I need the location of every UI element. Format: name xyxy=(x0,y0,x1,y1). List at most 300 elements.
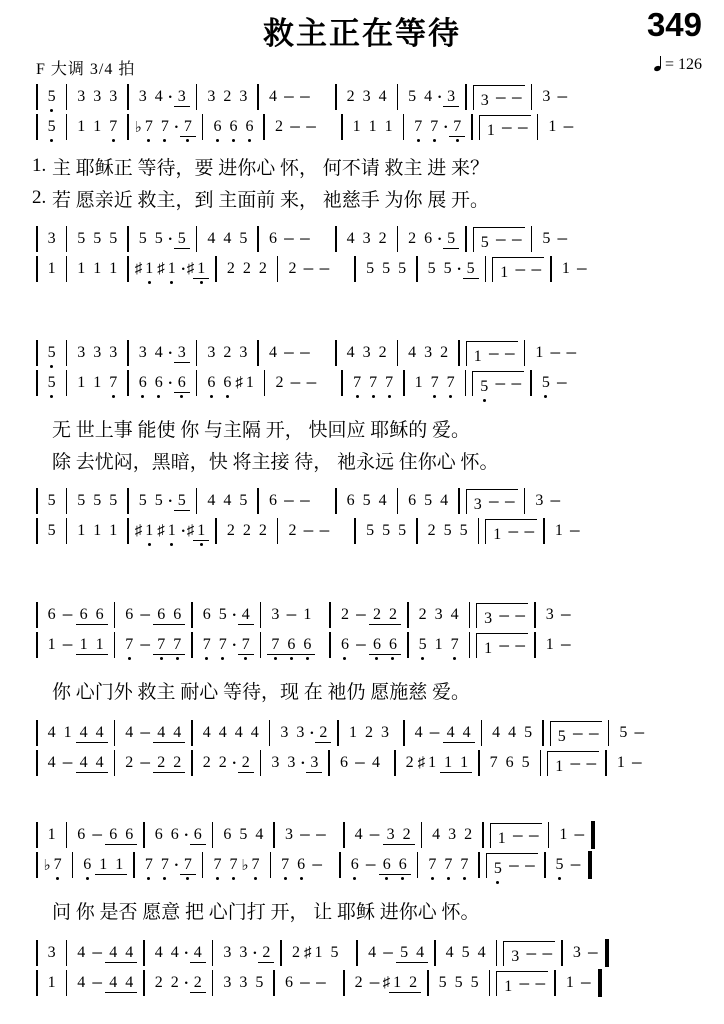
note: 3 xyxy=(223,944,232,961)
note: 7 xyxy=(157,118,173,136)
note: 1 xyxy=(245,374,254,391)
note: 3 xyxy=(174,344,190,363)
note: 4 xyxy=(223,492,232,509)
volta-bracket-1b: 1 − − xyxy=(479,115,531,140)
note: 7 xyxy=(180,118,196,137)
note: 2 xyxy=(378,230,387,247)
note: 5 xyxy=(174,492,190,511)
note: 2 xyxy=(153,754,169,773)
note: 7 xyxy=(121,636,137,654)
note: 6 xyxy=(379,856,395,875)
note: 7 xyxy=(225,856,241,874)
note: 2 xyxy=(378,344,387,361)
note: 6 xyxy=(169,606,185,625)
note: 2 xyxy=(340,606,349,623)
note: 5 xyxy=(44,374,60,392)
note: 2 xyxy=(226,522,235,539)
note: 1 xyxy=(77,522,86,539)
note: 2 xyxy=(258,260,267,277)
note: 1 xyxy=(486,121,495,139)
final-barline-3 xyxy=(605,939,609,967)
note: 1 xyxy=(414,374,423,391)
volta-bracket-4: 1 − − xyxy=(490,823,542,848)
note: 5 xyxy=(443,230,459,249)
note: 5 xyxy=(454,974,463,991)
note: 1 xyxy=(535,344,544,361)
note: 6 xyxy=(79,856,95,874)
note: 4 xyxy=(76,754,92,773)
note: 4 xyxy=(125,724,134,741)
note: 3 xyxy=(207,344,216,361)
system-2 xyxy=(30,338,694,546)
note: 5 xyxy=(415,636,431,654)
note: 2 xyxy=(464,826,473,843)
note: 3 xyxy=(93,344,102,361)
note: 4 xyxy=(346,230,355,247)
note: 5 xyxy=(619,724,628,741)
note: 7 xyxy=(267,636,283,655)
note: 6 xyxy=(346,492,355,509)
note: 4 xyxy=(477,944,486,961)
note: 5 xyxy=(239,492,248,509)
note: 2 xyxy=(354,974,363,991)
note: 2 xyxy=(226,260,235,277)
note: 7 xyxy=(449,118,465,137)
note: 4 xyxy=(459,724,475,743)
page-title: 救主正在等待 xyxy=(263,16,461,51)
note: 1 xyxy=(303,606,312,623)
note: 6 xyxy=(369,636,385,655)
note: 7 xyxy=(424,856,440,874)
note: 5 xyxy=(138,230,147,247)
note: 7 xyxy=(238,636,254,655)
note: 2 xyxy=(170,974,179,991)
note: 5 xyxy=(218,606,227,623)
note: 5 xyxy=(44,344,60,362)
staff-line-melody-3: 6 − 6 6 6 − 6 6 6 5 · 4 3 − 1 2 − 2 2 2 3 4 3 − − 3 − xyxy=(30,600,694,630)
note: 5 xyxy=(524,724,533,741)
note: 1 xyxy=(47,826,56,843)
note: 3 xyxy=(572,944,581,961)
note: 1 xyxy=(314,944,323,961)
note: 1 xyxy=(559,826,568,843)
note: 4 xyxy=(424,88,433,105)
note: 5 xyxy=(480,233,489,251)
system-3 xyxy=(30,600,694,778)
note: 7 xyxy=(426,118,442,136)
note: 6 xyxy=(92,606,108,625)
note: 4 xyxy=(346,344,355,361)
note: 5 xyxy=(542,230,551,247)
note: 4 xyxy=(450,606,459,623)
note: 5 xyxy=(459,522,468,539)
note: 7 xyxy=(209,856,225,874)
final-barline-2 xyxy=(588,851,592,879)
note: 3 xyxy=(434,606,443,623)
note: 3 xyxy=(511,947,520,965)
note: 3 xyxy=(47,230,56,247)
note: 1 xyxy=(616,754,625,771)
volta-bracket-1c: 5 − − xyxy=(473,227,525,252)
note: 6 xyxy=(154,826,163,843)
note: 5 xyxy=(362,492,371,509)
note: 2 xyxy=(440,344,449,361)
note: 1 xyxy=(368,118,377,135)
note: 2 xyxy=(223,344,232,361)
note: 7 xyxy=(50,856,66,874)
note: 6 xyxy=(268,230,277,247)
note: 1 xyxy=(565,974,574,991)
note: 1 xyxy=(93,522,102,539)
note: 6 xyxy=(283,636,299,655)
note: 3 xyxy=(535,492,544,509)
system-4 xyxy=(30,820,694,998)
staff-line-harmony-1d: 1 1 1 1 ♯ 1 ♯ 1 · ♯ 1 2 2 2 2 − − 5 5 5 5 5 · 5 1 − − 1 − xyxy=(30,254,694,284)
note: 5 xyxy=(138,492,147,509)
note: 3 xyxy=(484,609,493,627)
note: 4 xyxy=(250,724,259,741)
lyric-line-3: 你 心门外 救主 耐心 等待，现 在 祂仍 愿施慈 爱。 xyxy=(52,681,471,703)
staff-line-melody-2: 5 3 3 3 3 4 · 3 3 2 3 4 − − 4 3 2 4 3 2 1 − − 1 − − xyxy=(30,338,694,368)
hymn-number: 349 xyxy=(646,6,702,43)
note: 1 xyxy=(76,636,92,655)
note: 5 xyxy=(461,944,470,961)
note: 4 xyxy=(76,724,92,743)
note: 6 xyxy=(408,492,417,509)
note: 5 xyxy=(77,492,86,509)
note: 2 xyxy=(385,606,401,625)
note: 3 xyxy=(284,826,293,843)
note: 5 xyxy=(44,88,60,106)
note: 1 xyxy=(47,260,56,277)
note: 4 xyxy=(92,754,108,773)
note: 5 xyxy=(239,230,248,247)
note: 7 xyxy=(153,636,169,655)
note: 3 xyxy=(424,344,433,361)
note: 5 xyxy=(93,230,102,247)
note: 2 xyxy=(238,754,254,773)
note: 2 xyxy=(258,944,274,963)
note: 1 xyxy=(440,754,456,773)
note: 1 xyxy=(77,374,86,391)
note: 2 xyxy=(405,754,414,771)
note: 7 xyxy=(169,636,185,655)
note: 7 xyxy=(105,374,121,392)
note: 1 xyxy=(47,974,56,991)
note: 6 xyxy=(47,606,56,623)
note: 5 xyxy=(396,944,412,963)
note: 6 xyxy=(299,636,315,655)
volta-bracket-2c: 3 − − xyxy=(466,489,518,514)
note: 4 xyxy=(223,230,232,247)
note: 4 xyxy=(202,724,211,741)
note: 2 xyxy=(242,522,251,539)
note: 5 xyxy=(398,522,407,539)
note: 2 xyxy=(346,88,355,105)
note: 5 xyxy=(557,727,566,745)
staff-line-harmony-3d: 4 − 4 4 2 − 2 2 2 2 · 2 3 3 · 3 6 − 4 2 ♯ 1 1 1 7 6 5 1 − − 1 − xyxy=(30,748,694,778)
note: 3 xyxy=(271,606,280,623)
note: 1 xyxy=(93,374,102,391)
note: 4 xyxy=(153,724,169,743)
note: 3 xyxy=(47,944,56,961)
note: 3 xyxy=(239,88,248,105)
note: 2 xyxy=(291,944,300,961)
note: 1 xyxy=(141,260,157,278)
note: 3 xyxy=(287,754,296,771)
staff-line-harmony-1: 5 1 1 7 ♭ 7 7 · 7 6 6 6 2 − − 1 1 1 7 7 · 7 1 − − 1 − xyxy=(30,112,694,142)
note: 1 xyxy=(561,260,570,277)
staff-line-harmony-2c: 5 5 5 5 5 5 · 5 4 4 5 6 − − 6 5 4 6 5 4 3 − − 3 − xyxy=(30,486,694,516)
note: 4 xyxy=(47,754,56,771)
note: 4 xyxy=(121,974,137,993)
note: 5 xyxy=(427,260,436,277)
staff-line-harmony-2d: 5 1 1 1 ♯ 1 ♯ 1 · ♯ 1 2 2 2 2 − − 5 5 5 2 5 5 1 − − 1 − xyxy=(30,516,694,546)
staff-line-harmony-3: 1 − 1 1 7 − 7 7 7 7 · 7 7 6 6 6 − 6 6 5 1 7 1 − − 1 − xyxy=(30,630,694,660)
note: 4 xyxy=(207,230,216,247)
note: 1 xyxy=(434,636,443,653)
note: 5 xyxy=(44,118,60,136)
note: 4 xyxy=(378,492,387,509)
note: 1 xyxy=(389,974,405,993)
note: 6 xyxy=(76,606,92,625)
lyric-line-1a-text: 主 耶稣正 等待，要 进你心 怀， 何不请 救主 进 来？ xyxy=(52,157,490,179)
note: 4 xyxy=(170,944,179,961)
note: 2 xyxy=(258,522,267,539)
note: 1 xyxy=(92,636,108,655)
note: 4 xyxy=(445,944,454,961)
note: 6 xyxy=(135,374,151,392)
note: 5 xyxy=(109,230,118,247)
note: 5 xyxy=(552,856,568,874)
note: 4 xyxy=(105,944,121,963)
note: 4 xyxy=(154,344,163,361)
note: 6 xyxy=(339,754,348,771)
note: 6 xyxy=(337,636,353,654)
note: 5 xyxy=(521,754,530,771)
note: 4 xyxy=(77,944,86,961)
note: 3 xyxy=(174,88,190,107)
volta-bracket-4c: 3 − − xyxy=(503,941,555,966)
lyric-line-1a: 1. xyxy=(32,155,47,176)
note: 4 xyxy=(443,724,459,743)
volta-bracket-3: 3 − − xyxy=(476,603,528,628)
note: 7 xyxy=(277,856,293,874)
note: 3 xyxy=(362,88,371,105)
note: 3 xyxy=(306,754,322,773)
note: 5 xyxy=(77,230,86,247)
note: 5 xyxy=(398,260,407,277)
note: 4 xyxy=(218,724,227,741)
note: 5 xyxy=(154,230,163,247)
note: 4 xyxy=(154,88,163,105)
note: 1 xyxy=(164,260,180,278)
note: 3 xyxy=(77,88,86,105)
note: 4 xyxy=(207,492,216,509)
note: 6 xyxy=(203,374,219,392)
note: 3 xyxy=(480,91,489,109)
note: 4 xyxy=(268,88,277,105)
note: 6 xyxy=(347,856,363,874)
note: 7 xyxy=(105,118,121,136)
note: 1 xyxy=(473,347,482,365)
note: 4 xyxy=(368,944,377,961)
note: 7 xyxy=(443,374,459,392)
note: 1 xyxy=(77,260,86,277)
note: 4 xyxy=(105,974,121,993)
note: 6 xyxy=(105,826,121,845)
note: 1 xyxy=(545,636,554,653)
staff-line-harmony-1c: 3 5 5 5 5 5 · 5 4 4 5 6 − − 4 3 2 2 6 · 5 5 − − 5 − xyxy=(30,224,694,254)
note: 4 xyxy=(432,826,441,843)
note: 5 xyxy=(366,522,375,539)
note: 1 xyxy=(164,522,180,540)
note: 2 xyxy=(275,374,284,391)
note: 1 xyxy=(493,525,502,543)
note: 7 xyxy=(381,374,397,392)
note: 3 xyxy=(223,974,232,991)
note: 5 xyxy=(470,974,479,991)
note: 2 xyxy=(169,754,185,773)
volta-bracket-4d: 1 − − xyxy=(496,971,548,996)
note: 1 xyxy=(484,639,493,657)
note: 7 xyxy=(349,374,365,392)
note: 7 xyxy=(489,754,498,771)
note: 5 xyxy=(408,88,417,105)
note: 2 xyxy=(190,974,206,993)
staff-line-harmony-4d: 1 4 − 4 4 2 2 · 2 3 3 5 6 − − 2 − ♯ 1 2 5 5 5 1 − − 1 − xyxy=(30,968,694,998)
note: 7 xyxy=(141,118,157,136)
note: 5 xyxy=(438,974,447,991)
note: 3 xyxy=(239,344,248,361)
note: 4 xyxy=(378,88,387,105)
note: 6 xyxy=(77,826,86,843)
note: 5 xyxy=(47,522,56,539)
note: 6 xyxy=(151,374,167,392)
note: 6 xyxy=(223,826,232,843)
staff-line-harmony-4: ♭ 7 6 1 1 7 7 · 7 7 7 ♭ 7 7 6 − 6 − 6 6 7 7 7 5 − − 5 − xyxy=(30,850,694,880)
note: 3 xyxy=(380,724,389,741)
note: 1 xyxy=(554,522,563,539)
note: 4 xyxy=(238,606,254,625)
note: 5 xyxy=(154,492,163,509)
volta-bracket-1: 3 − − xyxy=(473,85,525,110)
note: 2 xyxy=(223,88,232,105)
note: 4 xyxy=(169,724,185,743)
note: 1 xyxy=(111,856,127,875)
note: 2 xyxy=(218,754,227,771)
volta-bracket-2d: 1 − − xyxy=(485,519,537,544)
staff-line-melody-1: 5 3 3 3 3 4 · 3 3 2 3 4 − − 2 3 4 5 4 · 3 3 − − 3 − xyxy=(30,82,694,112)
note: 4 xyxy=(268,344,277,361)
note: 5 xyxy=(93,492,102,509)
note: 6 xyxy=(219,374,235,392)
note: 1 xyxy=(348,724,357,741)
system-1 xyxy=(30,82,694,284)
note: 3 xyxy=(280,724,289,741)
note: 3 xyxy=(77,344,86,361)
note: 6 xyxy=(170,826,179,843)
note: 1 xyxy=(384,118,393,135)
lyric-line-2a: 无 世上事 能使 你 与主隔 开， 快回应 耶稣的 爱。 xyxy=(52,419,471,441)
note: 1 xyxy=(47,636,56,653)
note: 3 xyxy=(362,230,371,247)
note: 1 xyxy=(93,118,102,135)
note: 3 xyxy=(443,88,459,107)
note: 6 xyxy=(284,974,293,991)
note: 3 xyxy=(239,974,248,991)
note: 3 xyxy=(448,826,457,843)
lyric-line-2b: 除 去忧闷，黑暗，快 将主接 待， 祂永远 住你心 怀。 xyxy=(52,451,499,473)
note: 5 xyxy=(109,492,118,509)
lyric-line-1b: 2. xyxy=(32,187,47,208)
note: 3 xyxy=(545,606,554,623)
volta-bracket-3c: 5 − − xyxy=(550,721,602,746)
note: 3 xyxy=(93,88,102,105)
note: 3 xyxy=(109,344,118,361)
staff-line-harmony-3c: 4 1 4 4 4 − 4 4 4 4 4 4 3 3 · 2 1 2 3 4 − 4 4 4 4 5 5 − − 5 − xyxy=(30,718,694,748)
note: 1 xyxy=(93,260,102,277)
final-barline-4 xyxy=(598,969,602,997)
note: 5 xyxy=(255,974,264,991)
note: 7 xyxy=(248,856,264,874)
note: 3 xyxy=(296,724,305,741)
note: 2 xyxy=(418,606,427,623)
note: 6 xyxy=(125,606,134,623)
note: 4 xyxy=(77,974,86,991)
note: 4 xyxy=(234,724,243,741)
volta-bracket-3d: 1 − − xyxy=(547,751,599,776)
note: 4 xyxy=(440,492,449,509)
note: 5 xyxy=(174,230,190,249)
note: 1 xyxy=(352,118,361,135)
note: 2 xyxy=(315,724,331,743)
note: 4 xyxy=(414,724,423,741)
tempo-value: = 126 xyxy=(664,56,702,73)
note: 4 xyxy=(354,826,363,843)
note: 7 xyxy=(410,118,426,136)
note: 4 xyxy=(371,754,380,771)
final-barline xyxy=(591,821,595,849)
quarter-note-icon xyxy=(654,57,663,71)
note: 2 xyxy=(125,754,134,771)
note: 7 xyxy=(199,636,215,654)
note: 6 xyxy=(241,118,257,136)
staff-line-melody-4: 1 6 − 6 6 6 6 · 6 6 5 4 3 − − 4 − 3 2 4 3 2 1 − − 1 − xyxy=(30,820,694,850)
note: 2 xyxy=(242,260,251,277)
note: 5 xyxy=(424,492,433,509)
note: 2 xyxy=(427,522,436,539)
note: 2 xyxy=(202,754,211,771)
note: 4 xyxy=(255,826,264,843)
note: 6 xyxy=(202,606,211,623)
note: 3 xyxy=(542,88,551,105)
lyric-line-1b-text: 若 愿亲近 救主，到 主面前 来， 祂慈手 为你 展 开。 xyxy=(52,189,490,211)
note: 5 xyxy=(382,522,391,539)
note: 3 xyxy=(271,754,280,771)
note: 6 xyxy=(153,606,169,625)
note: 6 xyxy=(395,856,411,875)
note: 2 xyxy=(408,230,417,247)
note: 6 xyxy=(424,230,433,247)
note: 4 xyxy=(154,944,163,961)
note: 5 xyxy=(366,260,375,277)
note: 6 xyxy=(225,118,241,136)
staff-line-harmony-2: 5 1 1 7 6 6 · 6 6 6 ♯ 1 2 − − 7 7 7 1 7 7 5 − − 5 − xyxy=(30,368,694,398)
note: 1 xyxy=(497,829,506,847)
note: 5 xyxy=(490,860,506,878)
note: 2 xyxy=(369,606,385,625)
